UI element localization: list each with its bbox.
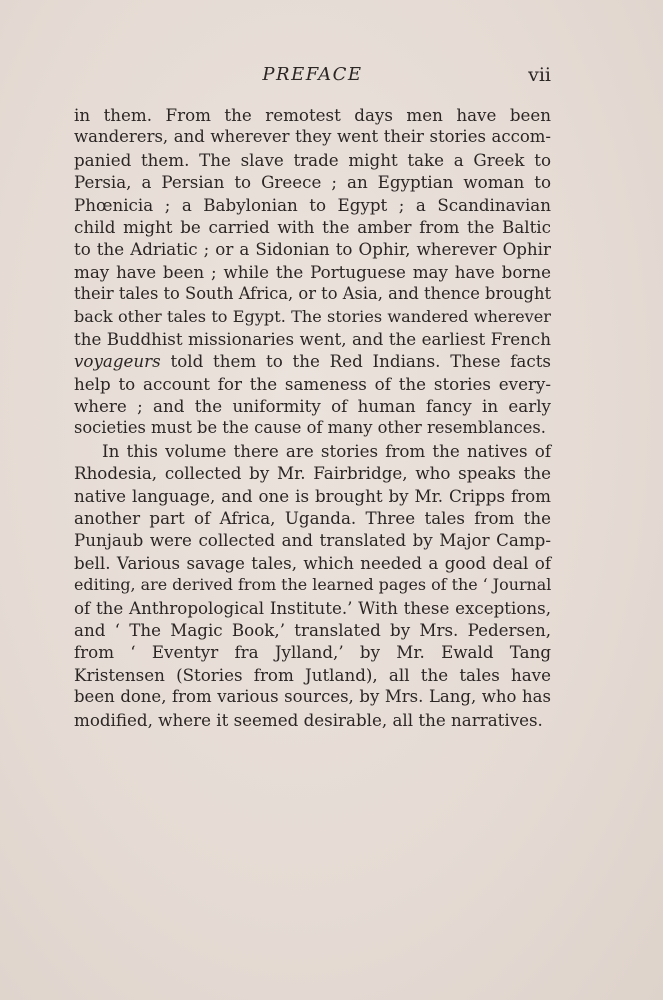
text-line: Phœnicia ; a Babylonian to Egypt ; a Scandinavian xyxy=(74,194,551,215)
text-line: where ; and the uniformity of human fancy in early xyxy=(74,396,551,417)
text-line: wanderers, and wherever they went their stories accom- xyxy=(74,127,551,147)
text-line: in them. From the remotest days men have been xyxy=(74,105,551,125)
text-line: back other tales to Egypt. The stories wandered wherever xyxy=(74,306,551,326)
text-line: societies must be the cause of many other resemblances. xyxy=(74,418,546,438)
text-line: bell. Various savage tales, which needed a good deal of xyxy=(74,552,551,573)
running-title: PREFACE xyxy=(262,64,363,85)
text-line xyxy=(74,350,551,372)
text-run: told them to the Red Indians. These facts xyxy=(160,351,551,372)
text-line: Persia, a Persian to Greece ; an Egyptian woman to xyxy=(74,172,551,193)
text-line: modified, where it seemed desirable, all the narratives. xyxy=(74,709,543,730)
page-number: vii xyxy=(528,64,551,86)
text-line: Punjaub were collected and translated by Major Camp- xyxy=(74,530,551,551)
text-line: another part of Africa, Uganda. Three tales from the xyxy=(74,508,551,529)
text-line: panied them. The slave trade might take a Greek to xyxy=(74,149,551,170)
text-line: from ‘ Eventyr fra Jylland,’ by Mr. Ewald Tang xyxy=(74,642,551,663)
text-line: editing, are derived from the learned pages of the ‘ Journal xyxy=(74,575,552,595)
preface-text xyxy=(74,104,551,731)
running-head xyxy=(74,62,551,88)
text-line: Rhodesia, collected by Mr. Fairbridge, who speaks the xyxy=(74,463,551,484)
text-line: the Buddhist missionaries went, and the earliest French xyxy=(74,328,551,349)
text-line: of the Anthropological Institute.’ With these exceptions, xyxy=(74,597,551,618)
italic-word: voyageurs xyxy=(74,351,161,372)
paragraph-first-line: In this volume there are stories from the natives of xyxy=(102,440,551,461)
text-line: been done, from various sources, by Mrs. Lang, who has xyxy=(74,687,551,707)
text-line: Kristensen (Stories from Jutland), all the tales have xyxy=(74,664,551,685)
text-line: may have been ; while the Portuguese may have borne xyxy=(74,261,551,282)
text-line: child might be carried with the amber from the Baltic xyxy=(74,216,551,237)
text-line: to the Adriatic ; or a Sidonian to Ophir, wherever Ophir xyxy=(74,239,551,260)
text-line: and ‘ The Magic Book,’ translated by Mrs. Pedersen, xyxy=(74,619,551,640)
text-line: native language, and one is brought by Mr. Cripps from xyxy=(74,485,551,506)
text-line: help to account for the sameness of the stories every- xyxy=(74,373,551,394)
text-line: their tales to South Africa, or to Asia, and thence brought xyxy=(74,284,551,304)
